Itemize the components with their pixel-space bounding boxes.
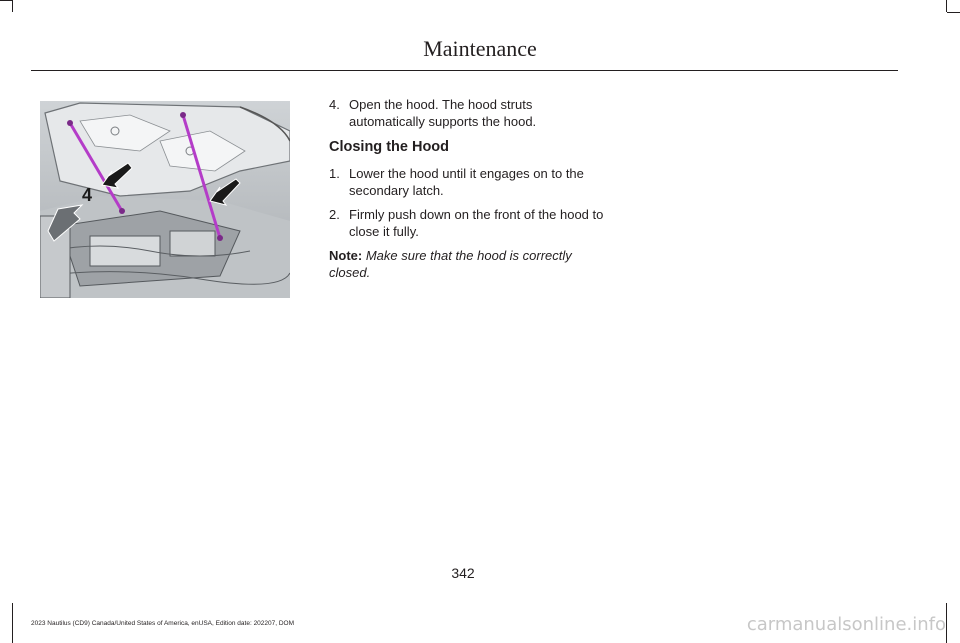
hood-struts-illustration xyxy=(40,101,290,298)
note-text: Make sure that the hood is correctly closed. xyxy=(329,248,572,280)
watermark[interactable]: carmanualsonline.info xyxy=(746,614,946,635)
crop-mark-top-left-v xyxy=(12,0,13,12)
page-number: 342 xyxy=(451,565,475,581)
closing-hood-heading: Closing the Hood xyxy=(329,139,450,155)
content-column xyxy=(329,96,605,281)
note-label: Note: xyxy=(329,248,363,263)
crop-mark-top-right-h xyxy=(947,12,960,13)
crop-mark-top-left-h xyxy=(0,0,12,1)
header-rule xyxy=(31,70,898,71)
list-item xyxy=(329,206,605,240)
step-text: Lower the hood until it engages on to the secondary latch. xyxy=(349,166,584,198)
crop-mark-top-right-v xyxy=(946,0,947,12)
step-number: 4. xyxy=(329,97,340,112)
crop-mark-bottom-left-v xyxy=(12,603,13,643)
step-callout-label: 4 xyxy=(82,185,93,205)
step-text: Firmly push down on the front of the hood to close it fully. xyxy=(349,207,604,239)
list-item xyxy=(329,96,605,130)
step-text: Open the hood. The hood struts automatically supports the hood. xyxy=(349,97,537,129)
step-number: 2. xyxy=(329,207,340,222)
step-number: 1. xyxy=(329,166,340,181)
section-title: Maintenance xyxy=(423,36,537,61)
edition-footer: 2023 Nautilus (CD9) Canada/United States of America, enUSA, Edition date: 202207, DOM xyxy=(31,620,295,627)
list-item xyxy=(329,165,605,199)
note xyxy=(329,247,605,281)
crop-mark-bottom-right-v xyxy=(946,603,947,643)
